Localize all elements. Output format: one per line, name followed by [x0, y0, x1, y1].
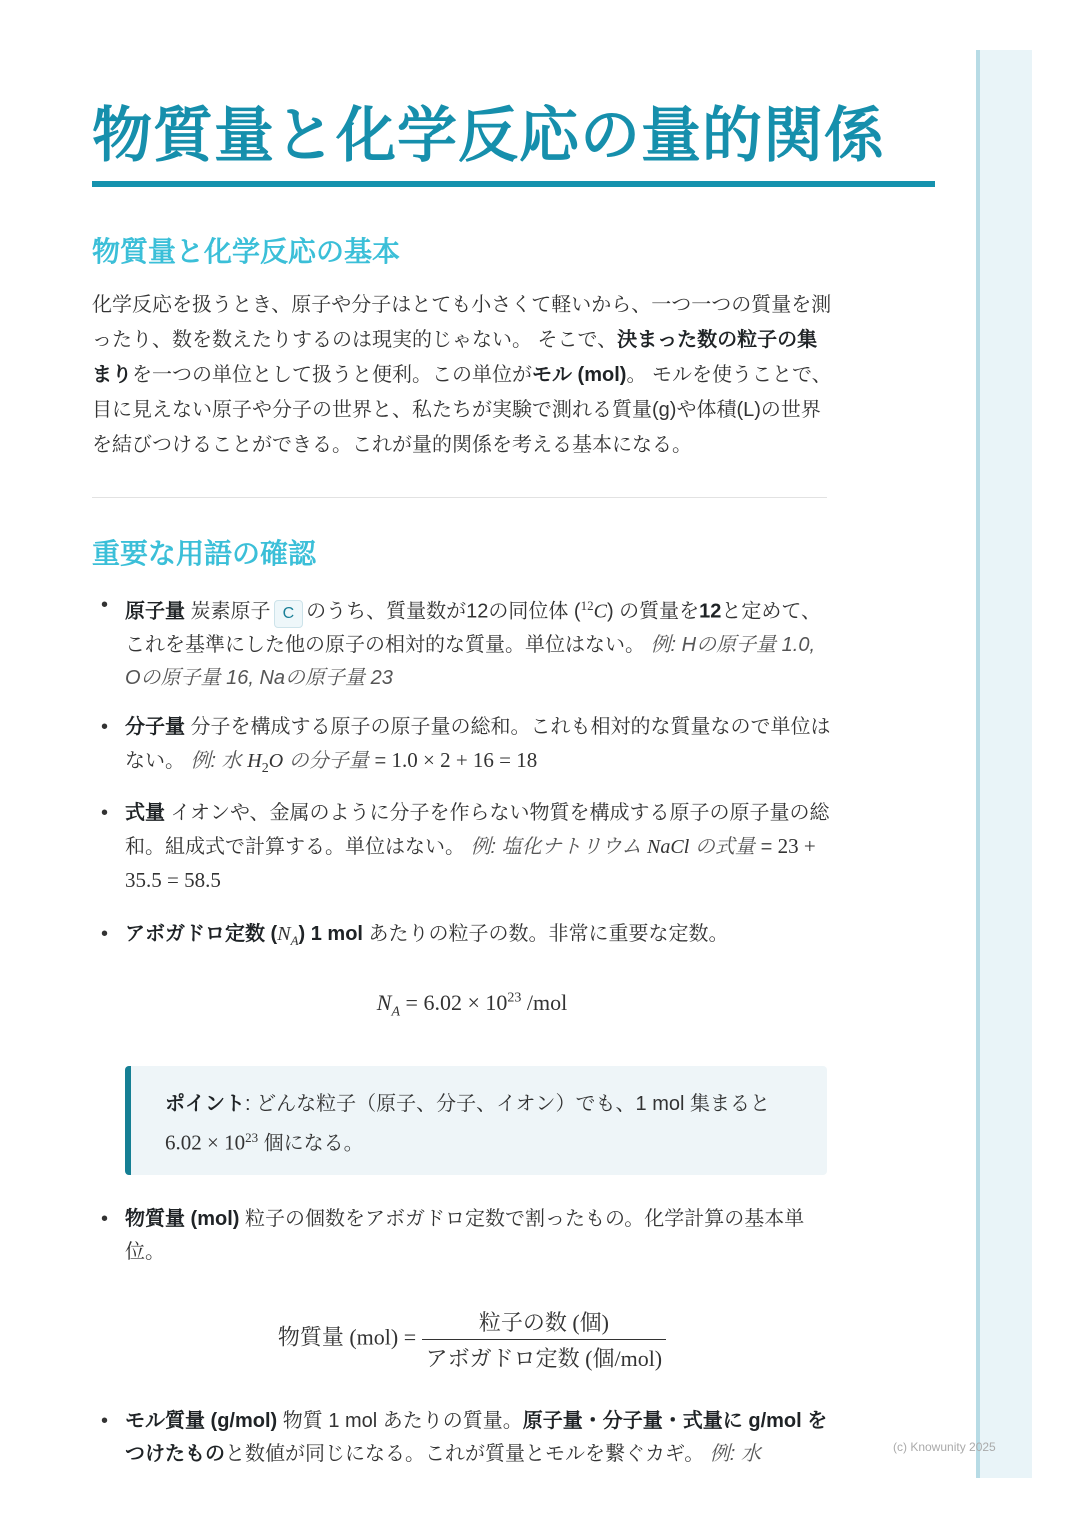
calculation: 23 + 35.5 = 58.5: [125, 834, 816, 892]
example: 例: 水: [709, 1443, 761, 1465]
subscript: A: [391, 1004, 401, 1020]
denominator: アボガドロ定数 (個/mol): [425, 1346, 663, 1371]
list-item-amount-of-substance: [101, 1203, 831, 1269]
list-item-avogadro: [101, 918, 831, 957]
bullet-icon: •: [101, 923, 109, 945]
text: 炭素原子: [185, 600, 271, 623]
bullet-icon: •: [101, 1208, 109, 1230]
exponent: 23: [245, 1130, 259, 1145]
formula: H: [247, 750, 262, 772]
bullet-icon: •: [101, 716, 109, 738]
example: 例: Hの原子量 1.0, Oの原子量 16, Naの原子量 23: [125, 633, 816, 689]
term: 物質量 (mol): [125, 1208, 240, 1230]
isotope-symbol: C: [593, 600, 607, 623]
fraction: [422, 1306, 667, 1373]
bold-text: 12: [699, 600, 722, 623]
text: 物質 1 mol あたりの質量。: [277, 1410, 523, 1432]
example: 例: 水: [190, 750, 248, 772]
example: の式量 =: [689, 836, 778, 858]
example: 例: 塩化ナトリウム: [470, 836, 648, 858]
bullet-icon: •: [101, 594, 109, 616]
bold-text: 原子量・分子量・式量に g/mol をつけたもの: [125, 1410, 828, 1465]
side-panel: [976, 50, 1032, 1478]
text: のうち、質量数が12の同位体 (: [306, 600, 581, 623]
example: の分子量 =: [283, 750, 392, 772]
list-item-atomic-weight: [101, 589, 831, 695]
exponent: 23: [507, 990, 522, 1006]
isotope-superscript: 12: [580, 598, 594, 613]
bold-text: 決まった数の粒子の集まり: [92, 329, 818, 386]
text: 。 モルを使うことで、目に見えない原子や分子の世界と、私たちが実験で測れる質量(g)や体積(L)の世界を結びつけることができる。これが量的関係を考える基本になる。: [92, 364, 832, 456]
title-divider: [92, 181, 935, 187]
term: モル質量 (g/mol): [125, 1410, 278, 1432]
text: 化学反応を扱うとき、原子や分子はとても小さくて軽いから、一つ一つの質量を測ったり、数を数えたりするのは現実的じゃない。 そこで、: [92, 294, 832, 351]
formula: NaCl: [647, 836, 690, 858]
list-item-molecular-weight: [101, 711, 831, 785]
term: 原子量: [125, 600, 185, 623]
equation-lhs: 物質量 (mol) =: [277, 1324, 422, 1350]
text: あたりの粒子の数。非常に重要な定数。: [362, 923, 729, 945]
list-item-molar-mass: [101, 1405, 831, 1471]
text: と数値が同じになる。これが質量とモルを繋ぐカギ。: [225, 1443, 710, 1465]
term: 式量: [125, 802, 165, 824]
bullet-icon: •: [101, 802, 109, 824]
term: 分子量: [125, 716, 185, 738]
callout-text: 個になる。: [258, 1132, 364, 1155]
term: ) 1 mol: [298, 923, 363, 945]
symbol: N: [376, 990, 392, 1015]
text: を一つの単位として扱うと便利。この単位が: [132, 364, 532, 386]
text: と定めて、これを基準にした他の原子の相対的な質量。単位はない。: [125, 600, 822, 656]
section-heading-terms: 重要な用語の確認: [92, 538, 317, 569]
text: ) の質量を: [606, 600, 700, 623]
list-item-formula-weight: [101, 797, 831, 898]
formula: O: [268, 750, 284, 772]
term: アボガドロ定数 (: [125, 923, 278, 945]
text: イオンや、金属のように分子を作らない物質を構成する原子の原子量の総和。組成式で計算する。単位はない。: [125, 802, 830, 858]
subscript: A: [290, 933, 299, 948]
value: 6.02 × 10: [165, 1130, 246, 1155]
mole-equation: [92, 1306, 852, 1373]
callout-text: : どんな粒子（原子、分子、イオン）でも、1 mol 集まると: [245, 1093, 770, 1115]
symbol: N: [277, 923, 291, 945]
unit: /mol: [521, 990, 568, 1015]
numerator: 粒子の数 (個): [422, 1306, 667, 1340]
section-divider: [92, 497, 827, 498]
element-chip[interactable]: C: [274, 600, 304, 628]
avogadro-equation: [92, 990, 852, 1020]
page-title: 物質量と化学反応の量的関係: [92, 102, 885, 169]
value: = 6.02 × 10: [400, 990, 508, 1015]
subscript: 2: [261, 761, 269, 776]
calculation: 1.0 × 2 + 16 = 18: [391, 748, 538, 772]
copyright-footer: (c) Knowunity 2025: [893, 1440, 996, 1454]
bullet-icon: •: [101, 1410, 109, 1432]
point-callout: [125, 1066, 827, 1175]
bold-text: モル (mol): [532, 364, 627, 386]
callout-label: ポイント: [165, 1093, 245, 1115]
text: 粒子の個数をアボガドロ定数で割ったもの。化学計算の基本単位。: [125, 1208, 805, 1263]
intro-paragraph: [92, 288, 832, 463]
text: 分子を構成する原子の原子量の総和。これも相対的な質量なので単位はない。: [125, 716, 831, 772]
section-heading-basics: 物質量と化学反応の基本: [92, 236, 401, 267]
